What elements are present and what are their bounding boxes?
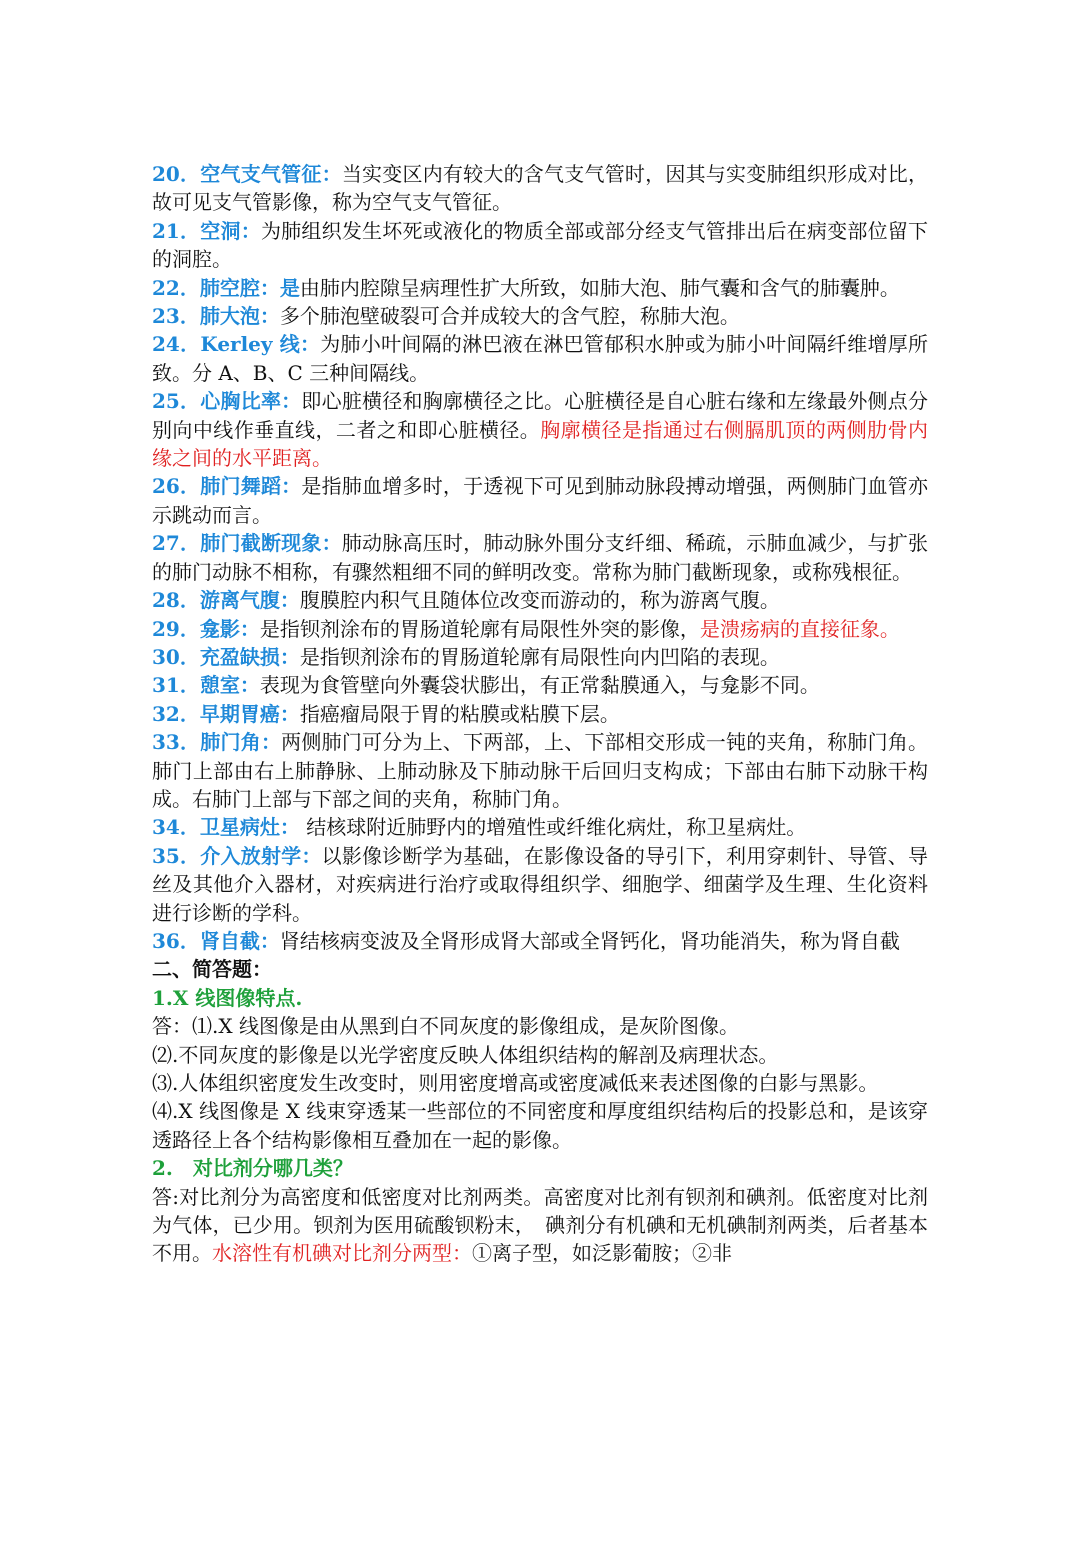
term-definition: 当实变区内有较大的含气支气管时，因其与实变肺组织形成对比，故可见支气管影像，称为空气支气管征。	[152, 162, 929, 215]
term-definition: 两侧肺门可分为上、下两部，上、下部相交形成一钝的夹角，称肺门角。肺门上部由右上肺静脉、上肺动脉及下肺动脉干后回归支构成；下部由右肺下动脉干构成。右肺门上部与下部之间的夹角，称肺门角。	[152, 730, 929, 811]
term-27	[152, 529, 928, 586]
term-number: 21．	[152, 218, 201, 243]
term-title: 肾自截：	[199, 928, 280, 953]
term-20	[152, 160, 928, 217]
term-26	[152, 472, 928, 529]
term-title: 肺空腔：是	[199, 275, 300, 300]
term-number: 35．	[152, 843, 201, 868]
term-title: 空气支气管征：	[200, 162, 342, 186]
term-definition: 表现为食管壁向外囊袋状膨出，有正常黏膜通入，与龛影不同。	[259, 673, 820, 698]
term-32	[152, 700, 928, 728]
question-1-title: 1.X 线图像特点.	[152, 985, 303, 1010]
term-definition: 由肺内腔隙呈病理性扩大所致，如肺大泡、肺气囊和含气的肺囊肿。	[299, 275, 900, 300]
term-28	[152, 586, 928, 614]
term-number: 20．	[152, 162, 201, 186]
term-number: 31．	[152, 673, 200, 698]
question-1-answer-line: ⑶.人体组织密度发生改变时，则用密度增高或密度减低来表述图像的白影与黑影。	[152, 1071, 879, 1095]
term-title: 肺门角：	[200, 730, 282, 755]
term-definition: 是指钡剂涂布的胃肠道轮廓有局限性向内凹陷的表现。	[299, 644, 780, 669]
term-25	[152, 387, 928, 472]
term-definition: 腹膜腔内积气且随体位改变而游动的，称为游离气腹。	[299, 588, 780, 613]
term-34	[152, 813, 928, 841]
term-definition: 为肺小叶间隔的淋巴液在淋巴管郁积水肿或为肺小叶间隔纤维增厚所致。分 A、B、C 三种间隔线。	[152, 332, 928, 385]
term-title: 充盈缺损：	[199, 644, 300, 669]
question-2-answer	[152, 1183, 928, 1268]
term-definition: 肺动脉高压时，肺动脉外围分支纤细、稀疏，示肺血减少，与扩张的肺门动脉不相称，有骤然粗细不同的鲜明改变。常称为肺门截断现象，或称残根征。	[152, 531, 929, 584]
term-number: 24．	[152, 332, 201, 357]
term-number: 36．	[152, 928, 200, 953]
term-definition: 多个肺泡壁破裂可合并成较大的含气腔，称肺大泡。	[279, 304, 740, 329]
term-21	[152, 217, 928, 274]
term-number: 30．	[152, 644, 200, 669]
term-number: 26．	[152, 474, 201, 499]
term-number: 32．	[152, 701, 200, 726]
term-definition: 是指钡剂涂布的胃肠道轮廓有局限性外突的影像，	[259, 616, 700, 641]
term-number: 33．	[152, 730, 201, 755]
term-number: 22．	[152, 275, 200, 300]
term-definition: 即心脏横径和胸廓横径之比。心脏横径是自心脏右缘和左缘最外侧点分别向中线作垂直线，二者之和即心脏横径。	[152, 389, 929, 442]
term-30	[152, 643, 928, 671]
question-1-answer-line: ⑷.X 线图像是 X 线束穿透某一些部位的不同密度和厚度组织结构后的投影总和，是该穿透路径上各个结构影像相互叠加在一起的影像。	[152, 1099, 928, 1152]
term-title: 肺大泡：	[199, 304, 280, 329]
term-number: 29．	[152, 616, 200, 641]
term-number: 23．	[152, 304, 200, 329]
term-number: 34．	[152, 815, 200, 840]
term-definition: 结核球附近肺野内的增殖性或纤维化病灶，称卫星病灶。	[299, 815, 807, 840]
term-number: 25．	[152, 389, 201, 414]
term-definition: 为肺组织发生坏死或液化的物质全部或部分经支气管排出后在病变部位留下的洞腔。	[152, 218, 929, 272]
document-content	[152, 160, 928, 1268]
question-1-answer-line: ⑵.不同灰度的影像是以光学密度反映人体组织结构的解剖及病理状态。	[152, 1042, 779, 1067]
term-36	[152, 927, 928, 955]
term-definition: 以影像诊断学为基础，在影像设备的导引下，利用穿刺针、导管、导丝及其他介入器材，对疾病进行治疗或取得组织学、细胞学、细菌学及生理、生化资料进行诊断的学科。	[152, 843, 929, 925]
term-24	[152, 330, 928, 387]
term-title: 憩室：	[199, 673, 260, 698]
question-2-title: 2. 对比剂分哪几类？	[152, 1156, 353, 1181]
term-title: 介入放射学：	[200, 843, 322, 868]
term-31	[152, 671, 928, 699]
term-23	[152, 302, 928, 330]
term-number: 28．	[152, 588, 200, 613]
term-highlight: 是溃疡病的直接征象。	[699, 616, 900, 641]
term-title: 肺门舞蹈：	[200, 474, 302, 499]
term-definition: 指癌瘤局限于胃的粘膜或粘膜下层。	[299, 701, 620, 726]
term-29	[152, 615, 928, 643]
term-title: 空洞：	[200, 218, 261, 243]
term-title: Kerley 线：	[200, 332, 321, 357]
term-title: 早期胃癌：	[199, 701, 300, 726]
term-definition: 肾结核病变波及全肾形成肾大部或全肾钙化，肾功能消失，称为肾自截	[279, 928, 900, 953]
answer-highlight: 水溶性有机碘对比剂分两型：	[212, 1241, 472, 1266]
term-definition: 是指肺血增多时，于透视下可见到肺动脉段搏动增强，两侧肺门血管亦示跳动而言。	[152, 474, 929, 527]
term-title: 心胸比率：	[200, 389, 302, 414]
section-heading: 二、简答题：	[152, 957, 272, 982]
term-35	[152, 842, 928, 927]
term-title: 龛影：	[199, 616, 260, 641]
answer-tail: ①离子型，如泛影葡胺；②非	[472, 1241, 732, 1266]
answer-text: 答:对比剂分为高密度和低密度对比剂两类。高密度对比剂有钡剂和碘剂。低密度对比剂为气体，已少用。钡剂为医用硫酸钡粉末， 碘剂分有机碘和无机碘制剂两类，后者基本不用。	[152, 1184, 928, 1266]
term-title: 肺门截断现象：	[200, 531, 342, 556]
term-highlight: 胸廓横径是指通过右侧膈肌顶的两侧肋骨内缘之间的水平距离。	[152, 417, 929, 471]
term-22	[152, 274, 928, 302]
question-1-answer-line: 答：⑴.X 线图像是由从黑到白不同灰度的影像组成，是灰阶图像。	[152, 1014, 739, 1039]
term-title: 游离气腹：	[199, 588, 300, 613]
term-number: 27．	[152, 531, 201, 556]
term-33	[152, 728, 928, 813]
term-title: 卫星病灶：	[199, 815, 300, 840]
